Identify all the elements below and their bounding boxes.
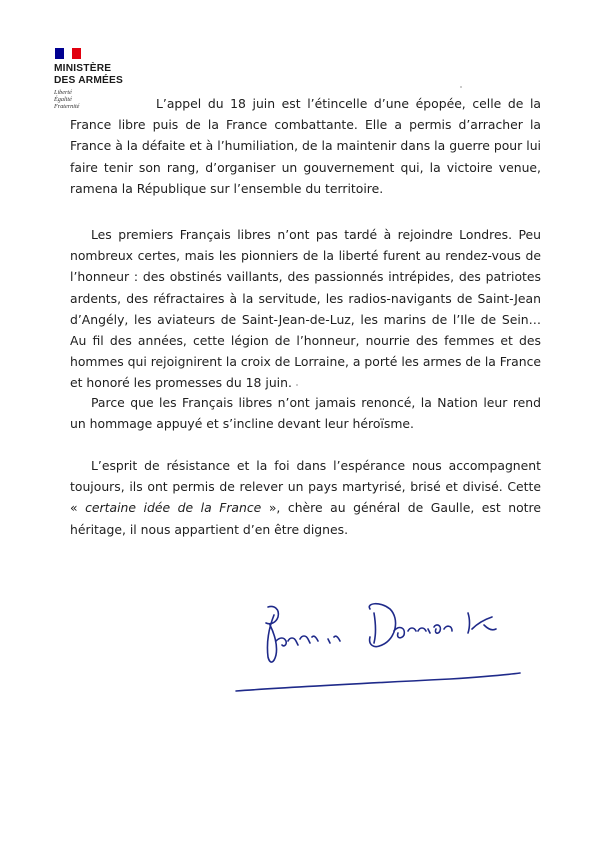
- ministry-line-2: DES ARMÉES: [54, 74, 123, 86]
- motto-liberte: Liberté: [54, 89, 72, 96]
- marianne-flag-icon: [55, 48, 81, 59]
- scan-speck: [460, 86, 462, 88]
- paragraph-4-quote: certaine idée de la France: [85, 500, 262, 516]
- paragraph-4-text-b: », chère au général de Gaulle, est notre héritage, il nous appartient d’en être dignes.: [70, 500, 541, 537]
- paragraph-1: [70, 93, 541, 199]
- paragraph-3: Parce que les Français libres n’ont jamais renoncé, la Nation leur rend un hommage appuyé et s’incline devant leur héroïsme.: [70, 395, 541, 432]
- paragraph-2: Les premiers Français libres n’ont pas tardé à rejoindre Londres. Peu nombreux certes, mais les pionniers de la liberté furent au rendez-vous de l’honneur : des obstinés vaillants, des passionnés intrépides, des patriotes ardents, des réfractaires à la servitude, les radios-navigants de Saint-Jean d’Angély, les aviateurs de Saint-Jean-de-Luz, les marins de l’Ile de Sein… Au fil des années, cette légion de l’honneur, nourrie des femmes et des hommes qui rejoignirent la croix de Lorraine, a porté les armes de la France et honoré les promesses du 18 juin.: [70, 227, 541, 391]
- handwritten-signature: [230, 595, 530, 705]
- ministry-name: [54, 63, 164, 86]
- paragraph-4-text-a: L’esprit de résistance et la foi dans l’espérance nous accompagnent toujours, ils ont permis de relever un pays martyrisé, brisé et divisé. Cette «: [70, 458, 541, 516]
- scan-speck: [296, 384, 298, 386]
- paragraph-4: [70, 455, 541, 540]
- ministry-line-1: MINISTÈRE: [54, 63, 112, 74]
- motto-fraternite: Fraternité: [54, 103, 80, 111]
- motto-egalite: Égalité: [54, 96, 72, 104]
- paragraph-1-text: L’appel du 18 juin est l’étincelle d’une épopée, celle de la France libre puis de la France combattante. Elle a permis d’arracher la France à la défaite et à l’humiliation, de la maintenir dans la guerre pour lui faire tenir son rang, d’organiser un gouvernement qui, la victoire venue, ramena la République sur l’ensemble du territoire.: [70, 96, 541, 196]
